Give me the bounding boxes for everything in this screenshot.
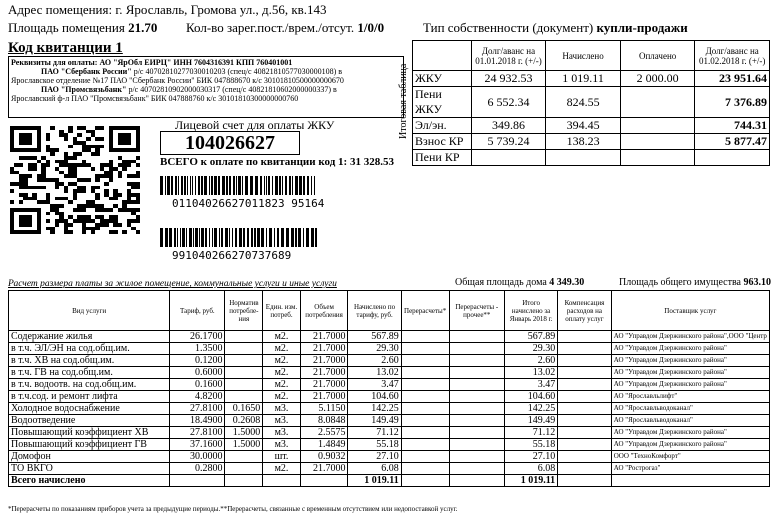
summary-cell-debt-start: 349.86 bbox=[471, 118, 546, 134]
details-cell-charged: 567.89 bbox=[348, 331, 401, 343]
details-cell-supplier: АО "Рострогаз" bbox=[611, 463, 769, 475]
details-cell-norm bbox=[225, 379, 263, 391]
requisites-bank: ПАО "Промсвязьбанк" bbox=[41, 85, 127, 94]
details-total-charged: 1 019.11 bbox=[348, 475, 401, 487]
details-total-row bbox=[9, 475, 770, 487]
details-total-empty bbox=[225, 475, 263, 487]
barcode-2 bbox=[160, 228, 318, 247]
details-cell-comp bbox=[558, 331, 612, 343]
details-cell-unit: м3. bbox=[263, 427, 300, 439]
details-cell-volume: 21.7000 bbox=[300, 391, 348, 403]
details-row bbox=[9, 367, 770, 379]
details-cell-charged: 13.02 bbox=[348, 367, 401, 379]
details-cell-unit: м2. bbox=[263, 355, 300, 367]
details-cell-norm bbox=[225, 343, 263, 355]
details-cell-volume: 21.7000 bbox=[300, 343, 348, 355]
summary-header bbox=[413, 41, 472, 71]
summary-header: Долг/аванс на 01.01.2018 г. (+/-) bbox=[471, 41, 546, 71]
details-cell-recalc-other bbox=[449, 403, 504, 415]
address-line: Адрес помещения: г. Ярославль, Громова ул., д.56, кв.143 bbox=[8, 2, 327, 17]
details-cell-charged: 142.25 bbox=[348, 403, 401, 415]
requisites-bank: ПАО "Сбербанк России" bbox=[41, 67, 132, 76]
details-cell-volume: 1.4849 bbox=[300, 439, 348, 451]
details-cell-name: в т.ч. ГВ на сод.общ.им. bbox=[9, 367, 170, 379]
summary-cell-paid bbox=[620, 87, 695, 118]
details-header: Един. изм. потреб. bbox=[263, 291, 300, 331]
details-cell-supplier: АО "Управдом Дзержинского района" bbox=[611, 343, 769, 355]
details-cell-name: ТО ВКГО bbox=[9, 463, 170, 475]
details-cell-comp bbox=[558, 415, 612, 427]
qr-code bbox=[10, 126, 140, 234]
details-cell-volume: 21.7000 bbox=[300, 379, 348, 391]
details-cell-total: 2.60 bbox=[505, 355, 558, 367]
details-cell-comp bbox=[558, 451, 612, 463]
details-cell-name: Содержание жилья bbox=[9, 331, 170, 343]
details-cell-norm bbox=[225, 331, 263, 343]
details-cell-unit: м2. bbox=[263, 463, 300, 475]
details-cell-total: 71.12 bbox=[505, 427, 558, 439]
details-cell-recalc-other bbox=[449, 379, 504, 391]
details-cell-supplier: ООО "ТехноКомфорт" bbox=[611, 451, 769, 463]
details-cell-charged: 2.60 bbox=[348, 355, 401, 367]
details-cell-recalc-other bbox=[449, 391, 504, 403]
details-cell-recalc bbox=[401, 403, 449, 415]
details-cell-recalc bbox=[401, 391, 449, 403]
summary-cell-paid bbox=[620, 134, 695, 150]
summary-cell-debt-end: 744.31 bbox=[695, 118, 770, 134]
details-cell-charged: 3.47 bbox=[348, 379, 401, 391]
details-cell-charged: 6.08 bbox=[348, 463, 401, 475]
details-cell-recalc bbox=[401, 379, 449, 391]
details-cell-total: 104.60 bbox=[505, 391, 558, 403]
summary-cell-name: Пени КР bbox=[413, 150, 472, 166]
requisites-text: р/с 40702810902000030317 (спец/с 40821810602000000337) в bbox=[126, 85, 337, 94]
details-cell-norm: 1.5000 bbox=[225, 439, 263, 451]
details-cell-total: 29.30 bbox=[505, 343, 558, 355]
details-cell-volume: 8.0848 bbox=[300, 415, 348, 427]
details-cell-supplier: АО "Управдом Дзержинского района",ООО "Центр bbox=[611, 331, 769, 343]
details-cell-name: Повышающий коэффициент ГВ bbox=[9, 439, 170, 451]
details-cell-name: Повышающий коэффициент ХВ bbox=[9, 427, 170, 439]
details-total-empty bbox=[170, 475, 225, 487]
details-cell-recalc bbox=[401, 343, 449, 355]
details-cell-norm: 0.1650 bbox=[225, 403, 263, 415]
details-cell-tariff: 37.1600 bbox=[170, 439, 225, 451]
details-row bbox=[9, 439, 770, 451]
details-cell-comp bbox=[558, 391, 612, 403]
details-cell-recalc bbox=[401, 415, 449, 427]
details-cell-name: Холодное водоснабжение bbox=[9, 403, 170, 415]
requisites-line bbox=[11, 76, 401, 85]
details-header: Перерасчеты - прочее** bbox=[449, 291, 504, 331]
account-label: Лицевой счет для оплаты ЖКУ bbox=[175, 118, 335, 132]
ownership-label: Тип собственности (документ) bbox=[423, 20, 594, 35]
summary-cell-debt-start: 5 739.24 bbox=[471, 134, 546, 150]
details-cell-name: в т.ч. ЭЛ/ЭН на сод.общ.им. bbox=[9, 343, 170, 355]
details-cell-supplier: АО "Ярославльводоканал" bbox=[611, 415, 769, 427]
details-cell-recalc-other bbox=[449, 451, 504, 463]
details-cell-unit: м3. bbox=[263, 403, 300, 415]
details-total-label: Всего начислено bbox=[9, 475, 170, 487]
details-header: Вид услуги bbox=[9, 291, 170, 331]
requisites-line bbox=[11, 85, 401, 94]
summary-header: Оплачено bbox=[620, 41, 695, 71]
house-area-label: Общая площадь дома bbox=[455, 277, 547, 288]
details-cell-recalc-other bbox=[449, 355, 504, 367]
area-label: Площадь помещения bbox=[8, 20, 125, 35]
barcode-2-text: 991040266270737689 bbox=[172, 249, 292, 262]
details-header: Итого начислено за Январь 2018 г. bbox=[505, 291, 558, 331]
details-cell-recalc-other bbox=[449, 415, 504, 427]
summary-table bbox=[412, 40, 770, 166]
common-area-value: 963.10 bbox=[743, 277, 771, 288]
details-row bbox=[9, 415, 770, 427]
total-to-pay bbox=[160, 156, 394, 168]
details-cell-charged: 71.12 bbox=[348, 427, 401, 439]
registered-label: Кол-во зарег.пост./врем./отсут. bbox=[186, 20, 355, 35]
details-cell-volume: 5.1150 bbox=[300, 403, 348, 415]
details-row bbox=[9, 331, 770, 343]
details-cell-charged: 29.30 bbox=[348, 343, 401, 355]
details-cell-tariff: 0.1200 bbox=[170, 355, 225, 367]
requisites-text: Ярославское отделение №17 ПАО "Сбербанк России" БИК 047888670 к/с 30101810500000000670 bbox=[11, 76, 344, 85]
details-header: Объем потребления bbox=[300, 291, 348, 331]
summary-header: Долг/аванс на 01.02.2018 г. (+/-) bbox=[695, 41, 770, 71]
details-row bbox=[9, 379, 770, 391]
total-to-pay-value: 31 328.53 bbox=[349, 156, 394, 168]
details-cell-comp bbox=[558, 379, 612, 391]
summary-side-label: Итоговая таблица bbox=[398, 63, 409, 139]
details-cell-volume: 21.7000 bbox=[300, 355, 348, 367]
details-cell-name: Водоотведение bbox=[9, 415, 170, 427]
summary-cell-charged: 394.45 bbox=[546, 118, 621, 134]
details-row bbox=[9, 427, 770, 439]
details-cell-unit: м2. bbox=[263, 343, 300, 355]
summary-row bbox=[413, 150, 770, 166]
summary-cell-charged: 138.23 bbox=[546, 134, 621, 150]
requisites-line bbox=[11, 94, 401, 103]
details-header: Поставщик услуг bbox=[611, 291, 769, 331]
details-cell-norm bbox=[225, 355, 263, 367]
details-header: Начислено по тарифу, руб. bbox=[348, 291, 401, 331]
details-cell-recalc bbox=[401, 427, 449, 439]
details-total-empty bbox=[611, 475, 769, 487]
summary-cell-name: ЖКУ bbox=[413, 71, 472, 87]
details-cell-charged: 27.10 bbox=[348, 451, 401, 463]
requisites-line bbox=[11, 67, 401, 76]
details-cell-charged: 149.49 bbox=[348, 415, 401, 427]
details-cell-total: 567.89 bbox=[505, 331, 558, 343]
summary-cell-debt-end: 5 877.47 bbox=[695, 134, 770, 150]
details-cell-name: в т.ч. водоотв. на сод.общ.им. bbox=[9, 379, 170, 391]
details-cell-tariff: 26.1700 bbox=[170, 331, 225, 343]
details-cell-charged: 104.60 bbox=[348, 391, 401, 403]
requisites-text: Ярославский ф-л ПАО "Промсвязьбанк" БИК 047888760 к/с 30101810300000000760 bbox=[11, 94, 299, 103]
details-cell-recalc-other bbox=[449, 439, 504, 451]
details-cell-supplier: АО "Управдом Дзержинского района" bbox=[611, 355, 769, 367]
requisites-box bbox=[8, 56, 404, 118]
details-cell-comp bbox=[558, 439, 612, 451]
details-cell-total: 13.02 bbox=[505, 367, 558, 379]
details-cell-total: 27.10 bbox=[505, 451, 558, 463]
details-cell-comp bbox=[558, 403, 612, 415]
details-total-empty bbox=[263, 475, 300, 487]
details-cell-norm bbox=[225, 463, 263, 475]
details-cell-total: 55.18 bbox=[505, 439, 558, 451]
area-line bbox=[8, 20, 157, 36]
summary-cell-paid bbox=[620, 118, 695, 134]
summary-cell-debt-end: 7 376.89 bbox=[695, 87, 770, 118]
summary-cell-debt-start bbox=[471, 150, 546, 166]
details-cell-supplier: АО "Управдом Дзержинского района" bbox=[611, 439, 769, 451]
details-cell-name: в т.ч. ХВ на сод.общ.им. bbox=[9, 355, 170, 367]
summary-cell-charged: 824.55 bbox=[546, 87, 621, 118]
details-cell-norm bbox=[225, 367, 263, 379]
account-number: 104026627 bbox=[160, 131, 300, 155]
details-row bbox=[9, 451, 770, 463]
summary-cell-paid: 2 000.00 bbox=[620, 71, 695, 87]
details-cell-recalc bbox=[401, 451, 449, 463]
details-cell-recalc bbox=[401, 463, 449, 475]
details-table bbox=[8, 290, 770, 487]
details-cell-supplier: АО "Управдом Дзержинского района" bbox=[611, 367, 769, 379]
details-header: Компенсация расходов на оплату услуг bbox=[558, 291, 612, 331]
details-cell-total: 149.49 bbox=[505, 415, 558, 427]
house-area bbox=[455, 277, 584, 288]
details-cell-total: 3.47 bbox=[505, 379, 558, 391]
barcode-1-text: 01104026627011823 95164 bbox=[172, 197, 325, 210]
summary-cell-debt-start: 6 552.34 bbox=[471, 87, 546, 118]
details-cell-recalc-other bbox=[449, 463, 504, 475]
details-cell-total: 6.08 bbox=[505, 463, 558, 475]
details-title: Расчет размера платы за жилое помещение, коммунальные услуги и иные услуги bbox=[8, 279, 337, 289]
summary-header: Начислено bbox=[546, 41, 621, 71]
details-row bbox=[9, 463, 770, 475]
requisites-text: р/с 40702810277030010203 (спец/с 40821810577030000108) в bbox=[131, 67, 343, 76]
details-cell-name: в т.ч.сод. и ремонт лифта bbox=[9, 391, 170, 403]
house-area-value: 4 349.30 bbox=[549, 277, 585, 288]
summary-cell-charged: 1 019.11 bbox=[546, 71, 621, 87]
details-cell-supplier: АО "Управдом Дзержинского района" bbox=[611, 379, 769, 391]
details-cell-norm bbox=[225, 391, 263, 403]
common-area bbox=[619, 277, 771, 288]
registered-value: 1/0/0 bbox=[357, 20, 385, 35]
details-cell-recalc-other bbox=[449, 427, 504, 439]
details-cell-recalc bbox=[401, 331, 449, 343]
summary-cell-debt-end bbox=[695, 150, 770, 166]
requisites-line bbox=[11, 58, 401, 67]
details-cell-tariff: 18.4900 bbox=[170, 415, 225, 427]
summary-cell-debt-start: 24 932.53 bbox=[471, 71, 546, 87]
area-value: 21.70 bbox=[128, 20, 158, 35]
details-cell-tariff: 0.6000 bbox=[170, 367, 225, 379]
summary-cell-name: Взнос КР bbox=[413, 134, 472, 150]
registered-line bbox=[186, 20, 384, 36]
details-cell-supplier: АО "Ярославльводоканал" bbox=[611, 403, 769, 415]
ownership-line bbox=[423, 20, 688, 36]
details-cell-tariff: 30.0000 bbox=[170, 451, 225, 463]
details-cell-recalc bbox=[401, 355, 449, 367]
details-cell-supplier: АО "Управдом Дзержинского района" bbox=[611, 427, 769, 439]
details-cell-tariff: 4.8200 bbox=[170, 391, 225, 403]
ownership-value: купли-продажи bbox=[596, 20, 688, 35]
details-row bbox=[9, 355, 770, 367]
details-cell-recalc bbox=[401, 439, 449, 451]
summary-row bbox=[413, 134, 770, 150]
details-cell-total: 142.25 bbox=[505, 403, 558, 415]
receipt-code-title: Код квитанции 1 bbox=[8, 40, 123, 56]
details-cell-name: Домофон bbox=[9, 451, 170, 463]
details-cell-norm: 1.5000 bbox=[225, 427, 263, 439]
details-cell-volume: 21.7000 bbox=[300, 331, 348, 343]
details-cell-norm: 0.2608 bbox=[225, 415, 263, 427]
common-area-label: Площадь общего имущества bbox=[619, 277, 741, 288]
details-row bbox=[9, 391, 770, 403]
details-header: Тариф, руб. bbox=[170, 291, 225, 331]
details-cell-tariff: 1.3500 bbox=[170, 343, 225, 355]
summary-cell-name: Пени ЖКУ bbox=[413, 87, 472, 118]
details-cell-norm bbox=[225, 451, 263, 463]
requisites-bank: Реквизиты для оплаты: АО "ЯрОбл ЕИРЦ" ИНН 7604316391 КПП 760401001 bbox=[11, 58, 293, 67]
details-header: Норматив потребле-ния bbox=[225, 291, 263, 331]
details-cell-volume: 2.5575 bbox=[300, 427, 348, 439]
total-to-pay-label: ВСЕГО к оплате по квитанции код 1: bbox=[160, 156, 348, 168]
summary-cell-charged bbox=[546, 150, 621, 166]
details-cell-comp bbox=[558, 367, 612, 379]
details-cell-tariff: 27.8100 bbox=[170, 403, 225, 415]
details-total-empty bbox=[401, 475, 449, 487]
details-cell-unit: м2. bbox=[263, 391, 300, 403]
details-cell-comp bbox=[558, 343, 612, 355]
details-cell-unit: шт. bbox=[263, 451, 300, 463]
details-cell-supplier: АО "Ярославльлифт" bbox=[611, 391, 769, 403]
details-header: Перерасчеты* bbox=[401, 291, 449, 331]
details-cell-volume: 21.7000 bbox=[300, 367, 348, 379]
details-cell-unit: м3. bbox=[263, 415, 300, 427]
footnote: *Перерасчеты по показаниям приборов учета за предыдущие периоды.**Перерасчеты, связанные с временным отсутствием или недопоставкой услуг. bbox=[8, 505, 458, 513]
details-cell-unit: м2. bbox=[263, 379, 300, 391]
details-cell-recalc-other bbox=[449, 331, 504, 343]
details-row bbox=[9, 343, 770, 355]
summary-cell-name: Эл/эн. bbox=[413, 118, 472, 134]
details-cell-recalc-other bbox=[449, 343, 504, 355]
summary-cell-debt-end: 23 951.64 bbox=[695, 71, 770, 87]
details-cell-recalc bbox=[401, 367, 449, 379]
details-cell-unit: м2. bbox=[263, 367, 300, 379]
details-total-empty bbox=[300, 475, 348, 487]
details-row bbox=[9, 403, 770, 415]
details-cell-comp bbox=[558, 355, 612, 367]
summary-row bbox=[413, 87, 770, 118]
details-cell-recalc-other bbox=[449, 367, 504, 379]
details-cell-unit: м2. bbox=[263, 331, 300, 343]
details-cell-comp bbox=[558, 427, 612, 439]
details-cell-charged: 55.18 bbox=[348, 439, 401, 451]
details-cell-comp bbox=[558, 463, 612, 475]
details-cell-volume: 21.7000 bbox=[300, 463, 348, 475]
summary-row bbox=[413, 118, 770, 134]
details-cell-unit: м3. bbox=[263, 439, 300, 451]
details-cell-tariff: 0.1600 bbox=[170, 379, 225, 391]
details-cell-tariff: 27.8100 bbox=[170, 427, 225, 439]
details-total-sum: 1 019.11 bbox=[505, 475, 558, 487]
details-total-empty bbox=[558, 475, 612, 487]
details-cell-volume: 0.9032 bbox=[300, 451, 348, 463]
summary-row bbox=[413, 71, 770, 87]
details-cell-tariff: 0.2800 bbox=[170, 463, 225, 475]
details-total-empty bbox=[449, 475, 504, 487]
barcode-1 bbox=[160, 176, 318, 195]
summary-cell-paid bbox=[620, 150, 695, 166]
